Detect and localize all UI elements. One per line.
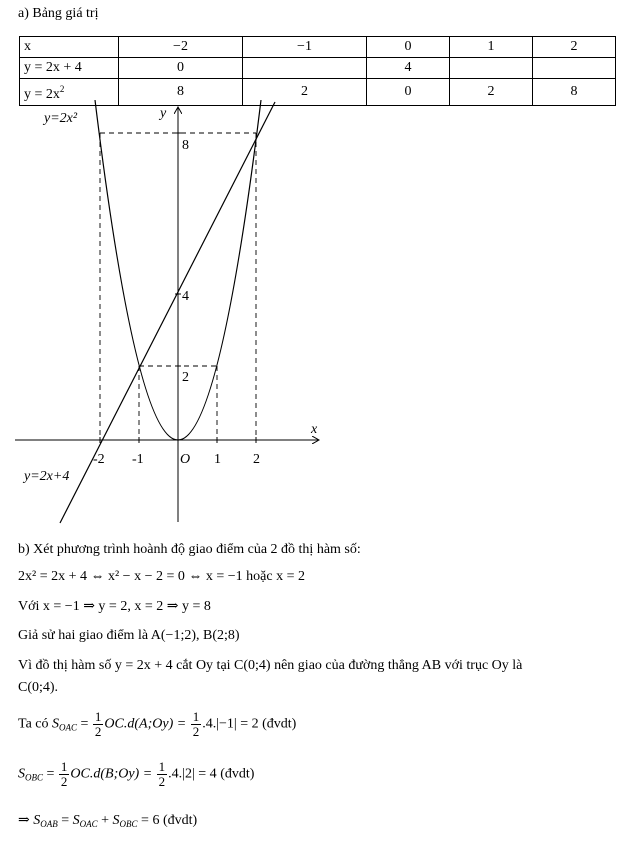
table-cell: 8 xyxy=(119,79,243,106)
line-label: y=2x+4 xyxy=(24,469,70,484)
y-tick-label: 4 xyxy=(182,289,189,304)
table-cell: 2 xyxy=(449,79,532,106)
table-cell: 0 xyxy=(367,37,450,58)
values-line: Với x = −1 ⇒ y = 2, x = 2 ⇒ y = 8 xyxy=(18,599,211,614)
part-a-heading: a) Bảng giá trị xyxy=(18,6,99,21)
origin-label: O xyxy=(180,452,191,467)
table-row-label: y = 2x + 4 xyxy=(20,58,119,79)
points-line: Giả sử hai giao điểm là A(−1;2), B(2;8) xyxy=(18,628,240,643)
table-row-linear xyxy=(20,58,616,79)
x-tick-label: 1 xyxy=(214,452,221,467)
table-cell: x xyxy=(20,37,119,58)
table-cell xyxy=(532,58,615,79)
oy-line-2: C(0;4). xyxy=(18,680,59,695)
oy-line-1: Vì đồ thị hàm số y = 2x + 4 cắt Oy tại C(0;4) nên giao của đường thẳng AB với trục Oy là xyxy=(18,658,523,673)
y-tick-label: 2 xyxy=(182,370,189,385)
table-cell xyxy=(449,58,532,79)
table-row-label: $y = 2x^2$ xyxy=(20,79,119,106)
function-graph xyxy=(0,100,633,530)
table-cell: −2 xyxy=(119,37,243,58)
table-cell: 1 xyxy=(449,37,532,58)
table-cell: 0 xyxy=(119,58,243,79)
table-cell: 2 xyxy=(243,79,367,106)
value-table xyxy=(19,36,616,106)
s-oac-formula: Ta có $S_{OAC}$ = $\frac{1}{2}$ OC.d(A;Oy) = $\frac{1}{2}$ .4.|−1| = 2 (đvdt) xyxy=(18,709,297,739)
equation-line: 2x² = 2x + 4 ⇔ x² − x − 2 = 0 ⇔ x = −1 hoặc x = 2 xyxy=(18,569,305,584)
table-row-x xyxy=(20,37,616,58)
x-tick-label: -2 xyxy=(93,452,105,467)
y-tick-label: 8 xyxy=(182,138,189,153)
parabola-label: y=2x² xyxy=(44,111,78,126)
table-cell: 8 xyxy=(532,79,615,106)
table-cell: 2 xyxy=(532,37,615,58)
x-tick-label: -1 xyxy=(132,452,144,467)
table-cell: −1 xyxy=(243,37,367,58)
table-cell xyxy=(243,58,367,79)
axis-x-label: x xyxy=(311,422,318,437)
axis-y-label: y xyxy=(160,106,167,121)
part-b-intro: b) Xét phương trình hoành độ giao điểm của 2 đồ thị hàm số: xyxy=(18,542,361,557)
table-cell: 0 xyxy=(367,79,450,106)
s-obc-formula: $S_{OBC}$ = $\frac{1}{2}$ OC.d(B;Oy) = $\frac{1}{2}$ .4.|2| = 4 (đvdt) xyxy=(18,759,255,789)
table-cell: 4 xyxy=(367,58,450,79)
s-oab-formula: ⇒ $S_{OAB} = S_{OAC} + S_{OBC} = 6$ (đvdt) xyxy=(18,813,198,829)
x-tick-label: 2 xyxy=(253,452,260,467)
